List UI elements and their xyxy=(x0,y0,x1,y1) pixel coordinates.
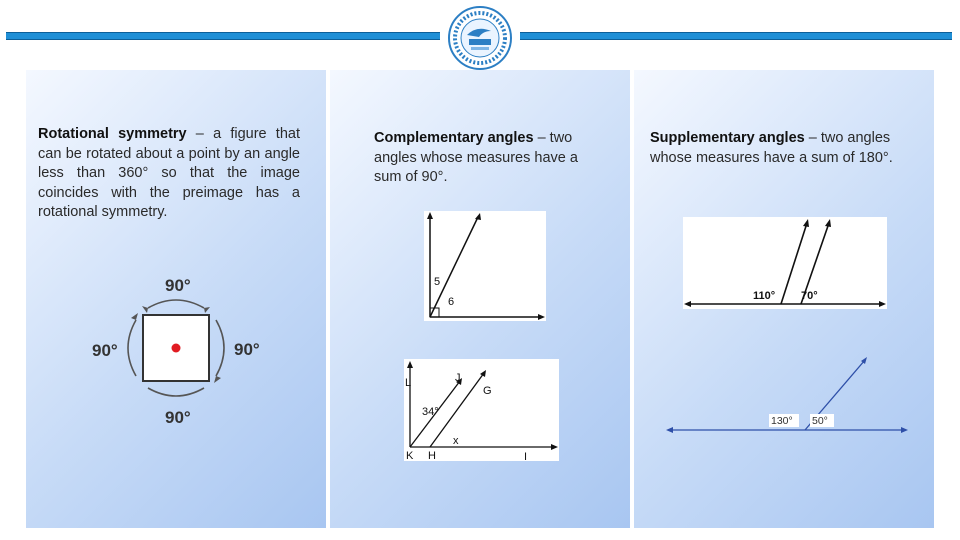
point-label-G: G xyxy=(483,385,492,397)
definition-supplementary-angles: – two angles whose measures have a sum of 180°. xyxy=(650,130,893,166)
point-label-J: J xyxy=(455,372,461,384)
point-label-H: H xyxy=(428,450,436,461)
arrowhead-icon xyxy=(480,370,486,377)
header-rule-right xyxy=(520,32,952,40)
angle-label-50: 50° xyxy=(812,415,828,427)
complementary-angles-text xyxy=(374,129,604,188)
arrowhead-icon xyxy=(825,219,831,227)
supplementary-figure-2 xyxy=(665,354,909,436)
arrowhead-icon xyxy=(142,306,148,313)
center-point xyxy=(172,344,181,353)
arrowhead-icon xyxy=(475,213,481,220)
rotation-arc-bottom xyxy=(148,388,204,396)
arrowhead-icon xyxy=(204,307,210,313)
rotation-arc-top xyxy=(148,300,204,308)
rotational-symmetry-text xyxy=(38,125,300,223)
angle-label-bottom: 90° xyxy=(165,408,191,427)
arrowhead-icon xyxy=(407,361,413,368)
term-supplementary-angles: Supplementary angles xyxy=(650,130,805,146)
rotational-symmetry-figure xyxy=(88,268,274,432)
angle-label-top: 90° xyxy=(165,276,191,295)
rotation-arc-left xyxy=(128,320,136,376)
definition-complementary-angles: – two angles whose measures have a sum of 90°. xyxy=(374,130,578,185)
arrowhead-icon xyxy=(214,376,221,383)
arrowhead-icon xyxy=(131,313,138,320)
supplementary-figure-1 xyxy=(683,217,887,309)
arrowhead-icon xyxy=(684,301,691,307)
complementary-figure-2 xyxy=(404,359,559,461)
angle-label-34: 34° xyxy=(422,406,439,418)
arrowhead-icon xyxy=(538,314,545,320)
angle-label-x: x xyxy=(453,435,459,447)
school-crest-icon xyxy=(447,5,513,71)
complementary-angles-panel xyxy=(330,70,630,528)
arrowhead-icon xyxy=(879,301,886,307)
angle-label-right: 90° xyxy=(234,340,260,359)
angle-label-70: 70° xyxy=(801,290,818,302)
rotation-arc-right xyxy=(216,320,224,376)
arrowhead-icon xyxy=(666,427,673,433)
arrowhead-icon xyxy=(551,444,558,450)
header-rule-left xyxy=(6,32,440,40)
point-label-L: L xyxy=(405,377,412,389)
supplementary-angles-text xyxy=(650,129,930,168)
term-rotational-symmetry: Rotational symmetry xyxy=(38,126,187,142)
point-label-K: K xyxy=(406,450,414,461)
angle-label-110: 110° xyxy=(753,290,776,302)
definition-rotational-symmetry: – a figure that can be rotated about a point by an angle less than 360° so that the image coincides with the preimage has a rotational symmetry. xyxy=(38,126,300,220)
angle-label-130: 130° xyxy=(771,415,793,427)
arrowhead-icon xyxy=(901,427,908,433)
arrowhead-icon xyxy=(427,212,433,219)
arrowhead-icon xyxy=(803,219,809,227)
angle-label-5: 5 xyxy=(434,276,441,288)
point-label-I: I xyxy=(524,451,528,461)
angle-label-6: 6 xyxy=(448,296,455,308)
angle-label-left: 90° xyxy=(92,341,118,360)
term-complementary-angles: Complementary angles xyxy=(374,130,534,146)
supplementary-angles-panel xyxy=(634,70,934,528)
complementary-figure-1 xyxy=(424,211,546,321)
rotational-symmetry-panel xyxy=(26,70,326,528)
